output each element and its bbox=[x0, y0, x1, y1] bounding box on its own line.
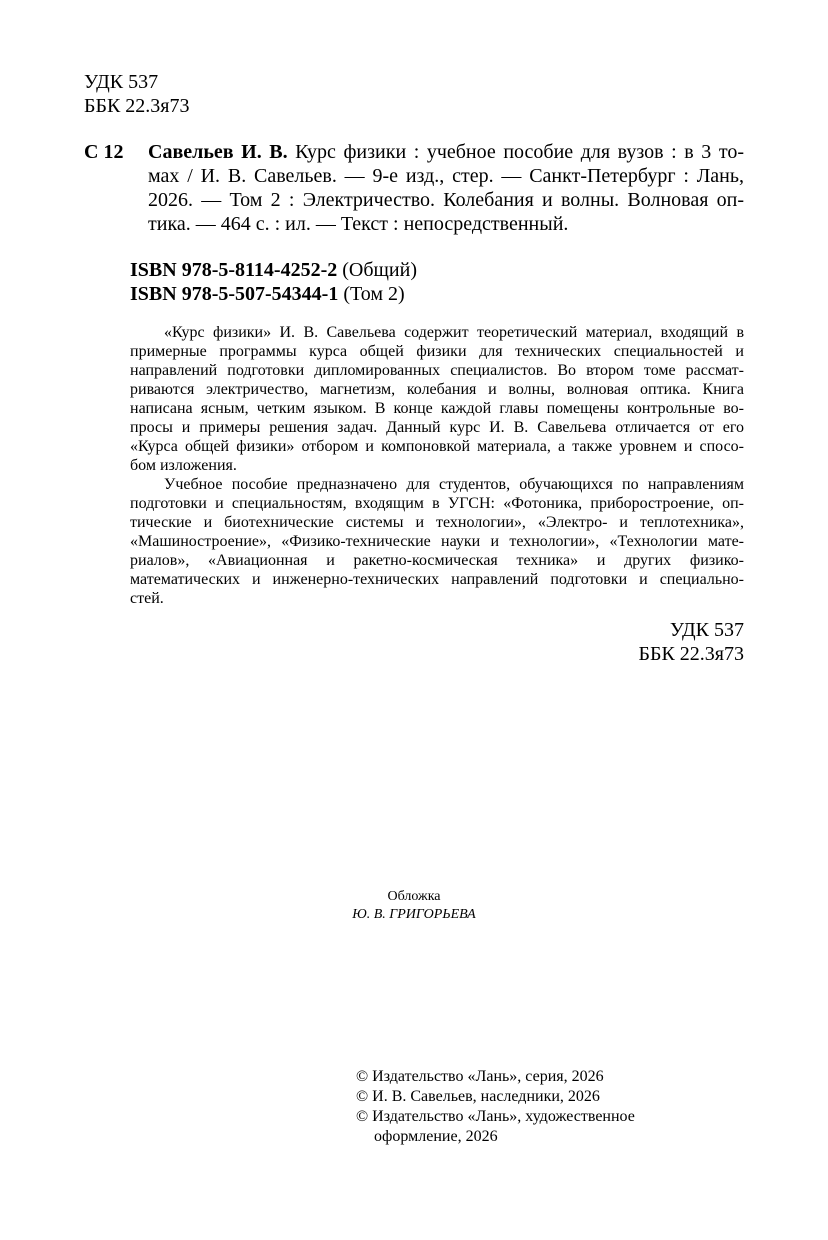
udk-code: УДК 537 bbox=[669, 619, 744, 641]
annotation-line: математических и инженерно-технических направлений подготовки и специально- bbox=[130, 571, 744, 588]
bbk-code: ББК 22.3я73 bbox=[638, 643, 744, 665]
annotation-line: риалов», «Авиационная и ракетно-космическая техника» и других физико- bbox=[130, 552, 744, 569]
cover-credit-label: Обложка bbox=[387, 889, 441, 904]
copyright-line: © Издательство «Лань», серия, 2026 bbox=[356, 1068, 604, 1085]
annotation-line: просы и примеры решения задач. Данный курс И. В. Савельева отличается от его bbox=[130, 419, 744, 436]
catalog-line-4: тика. — 464 с. : ил. — Текст : непосредственный. bbox=[148, 213, 569, 235]
classification-bottom bbox=[638, 618, 744, 666]
catalog-line-2: мах / И. В. Савельев. — 9-е изд., стер. — Санкт-Петербург : Лань, bbox=[148, 165, 744, 187]
classification-top bbox=[84, 70, 190, 118]
annotation-line: примерные программы курса общей физики для технических специальностей и bbox=[130, 343, 744, 360]
isbn-number: ISBN 978-5-8114-4252-2 bbox=[130, 259, 338, 281]
copyright-line: оформление, 2026 bbox=[374, 1128, 498, 1145]
annotation-line: «Курс физики» И. В. Савельева содержит теоретический материал, входящий в bbox=[164, 324, 744, 341]
isbn-general bbox=[130, 258, 417, 282]
annotation-line: подготовки и специальностям, входящим в УГСН: «Фотоника, приборостроение, оп- bbox=[130, 495, 744, 512]
annotation-line: «Машиностроение», «Физико-технические науки и технологии», «Технологии мате- bbox=[130, 533, 744, 550]
catalog-code: С 12 bbox=[84, 141, 124, 163]
isbn-note: (Общий) bbox=[337, 259, 417, 281]
copyright-line: © Издательство «Лань», художественное bbox=[356, 1108, 635, 1125]
cover-credit-name: Ю. В. ГРИГОРЬЕВА bbox=[352, 907, 476, 922]
annotation-line: стей. bbox=[130, 590, 164, 607]
annotation-line: бом изложения. bbox=[130, 457, 237, 474]
annotation-line: Учебное пособие предназначено для студентов, обучающихся по направлениям bbox=[164, 476, 744, 493]
catalog-line-1 bbox=[148, 140, 744, 164]
isbn-number: ISBN 978-5-507-54344-1 bbox=[130, 283, 339, 305]
catalog-author: Савельев И. В. bbox=[148, 141, 288, 163]
catalog-line-1-text: Курс физики : учебное пособие для вузов : в 3 то- bbox=[287, 141, 745, 163]
isbn-volume bbox=[130, 282, 405, 306]
catalog-line-3: 2026. — Том 2 : Электричество. Колебания и волны. Волновая оп- bbox=[148, 189, 744, 211]
annotation-line: направлений подготовки дипломированных специалистов. Во втором томе рассмат- bbox=[130, 362, 744, 379]
bbk-code: ББК 22.3я73 bbox=[84, 95, 190, 117]
annotation-line: риваются электричество, магнетизм, колебания и волны, волновая оптика. Книга bbox=[130, 381, 744, 398]
isbn-note: (Том 2) bbox=[338, 283, 405, 305]
udk-code: УДК 537 bbox=[84, 71, 159, 93]
copyright-line: © И. В. Савельев, наследники, 2026 bbox=[356, 1088, 600, 1105]
annotation-line: «Курса общей физики» отбором и компоновкой материала, а также уровнем и спосо- bbox=[130, 438, 744, 455]
annotation-line: тические и биотехнические системы и технологии», «Электро- и теплотехника», bbox=[130, 514, 744, 531]
annotation-line: написана ясным, четким языком. В конце каждой главы помещены контрольные во- bbox=[130, 400, 744, 417]
